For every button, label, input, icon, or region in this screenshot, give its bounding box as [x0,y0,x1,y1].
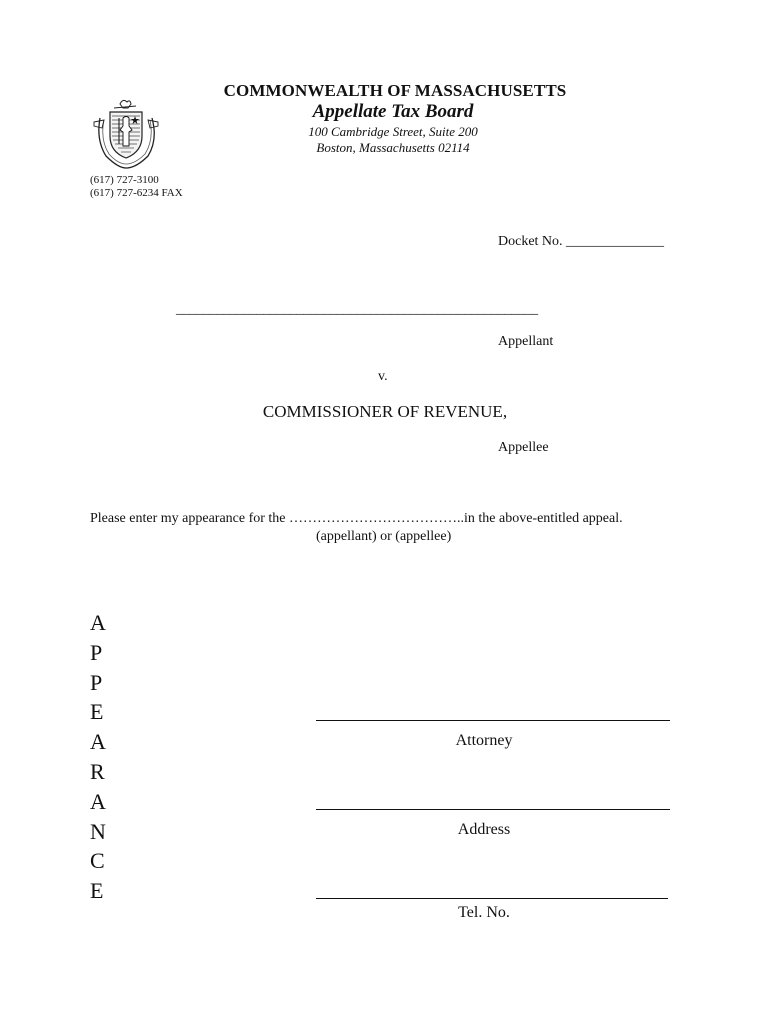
vertical-letter: R [90,758,105,784]
attorney-signature-line [316,720,670,721]
appellant-label: Appellant [498,334,554,349]
docket-number-field: Docket No. ______________ [498,234,665,249]
vertical-letter: P [90,669,103,695]
vertical-letter: A [90,610,106,635]
versus-label: v. [378,369,388,384]
address-label: Address [457,821,511,838]
vertical-letter: P [90,639,103,665]
fax-number: (617) 727-6234 FAX [90,187,183,199]
board-name: Appellate Tax Board [312,101,474,122]
vertical-letter: A [90,729,106,755]
vertical-letter: E [90,699,104,725]
vertical-letter: C [90,848,105,874]
appellee-label: Appellee [498,440,549,455]
vertical-letter: N [90,818,106,844]
city-address: Boston, Massachusetts 02114 [316,140,470,155]
vertical-appearance-word [90,608,114,906]
vertical-letter: E [90,878,104,904]
phone-number: (617) 727-3100 [90,174,159,186]
commissioner-of-revenue: COMMISSIONER OF REVENUE, [262,402,508,421]
address-line [316,809,670,810]
vertical-letter: A [90,788,106,814]
header-title: COMMONWEALTH OF MASSACHUSETTS [223,81,567,100]
street-address: 100 Cambridge Street, Suite 200 [308,124,478,139]
appellant-name-line: ______________________________________________________ [176,302,538,317]
appearance-request-text: Please enter my appearance for the ………………………………..in the above-entitled appeal. [90,511,623,526]
telephone-line [316,898,668,899]
attorney-label: Attorney [455,732,513,749]
party-choice-hint: (appellant) or (appellee) [316,529,452,544]
telephone-label: Tel. No. [458,904,510,921]
